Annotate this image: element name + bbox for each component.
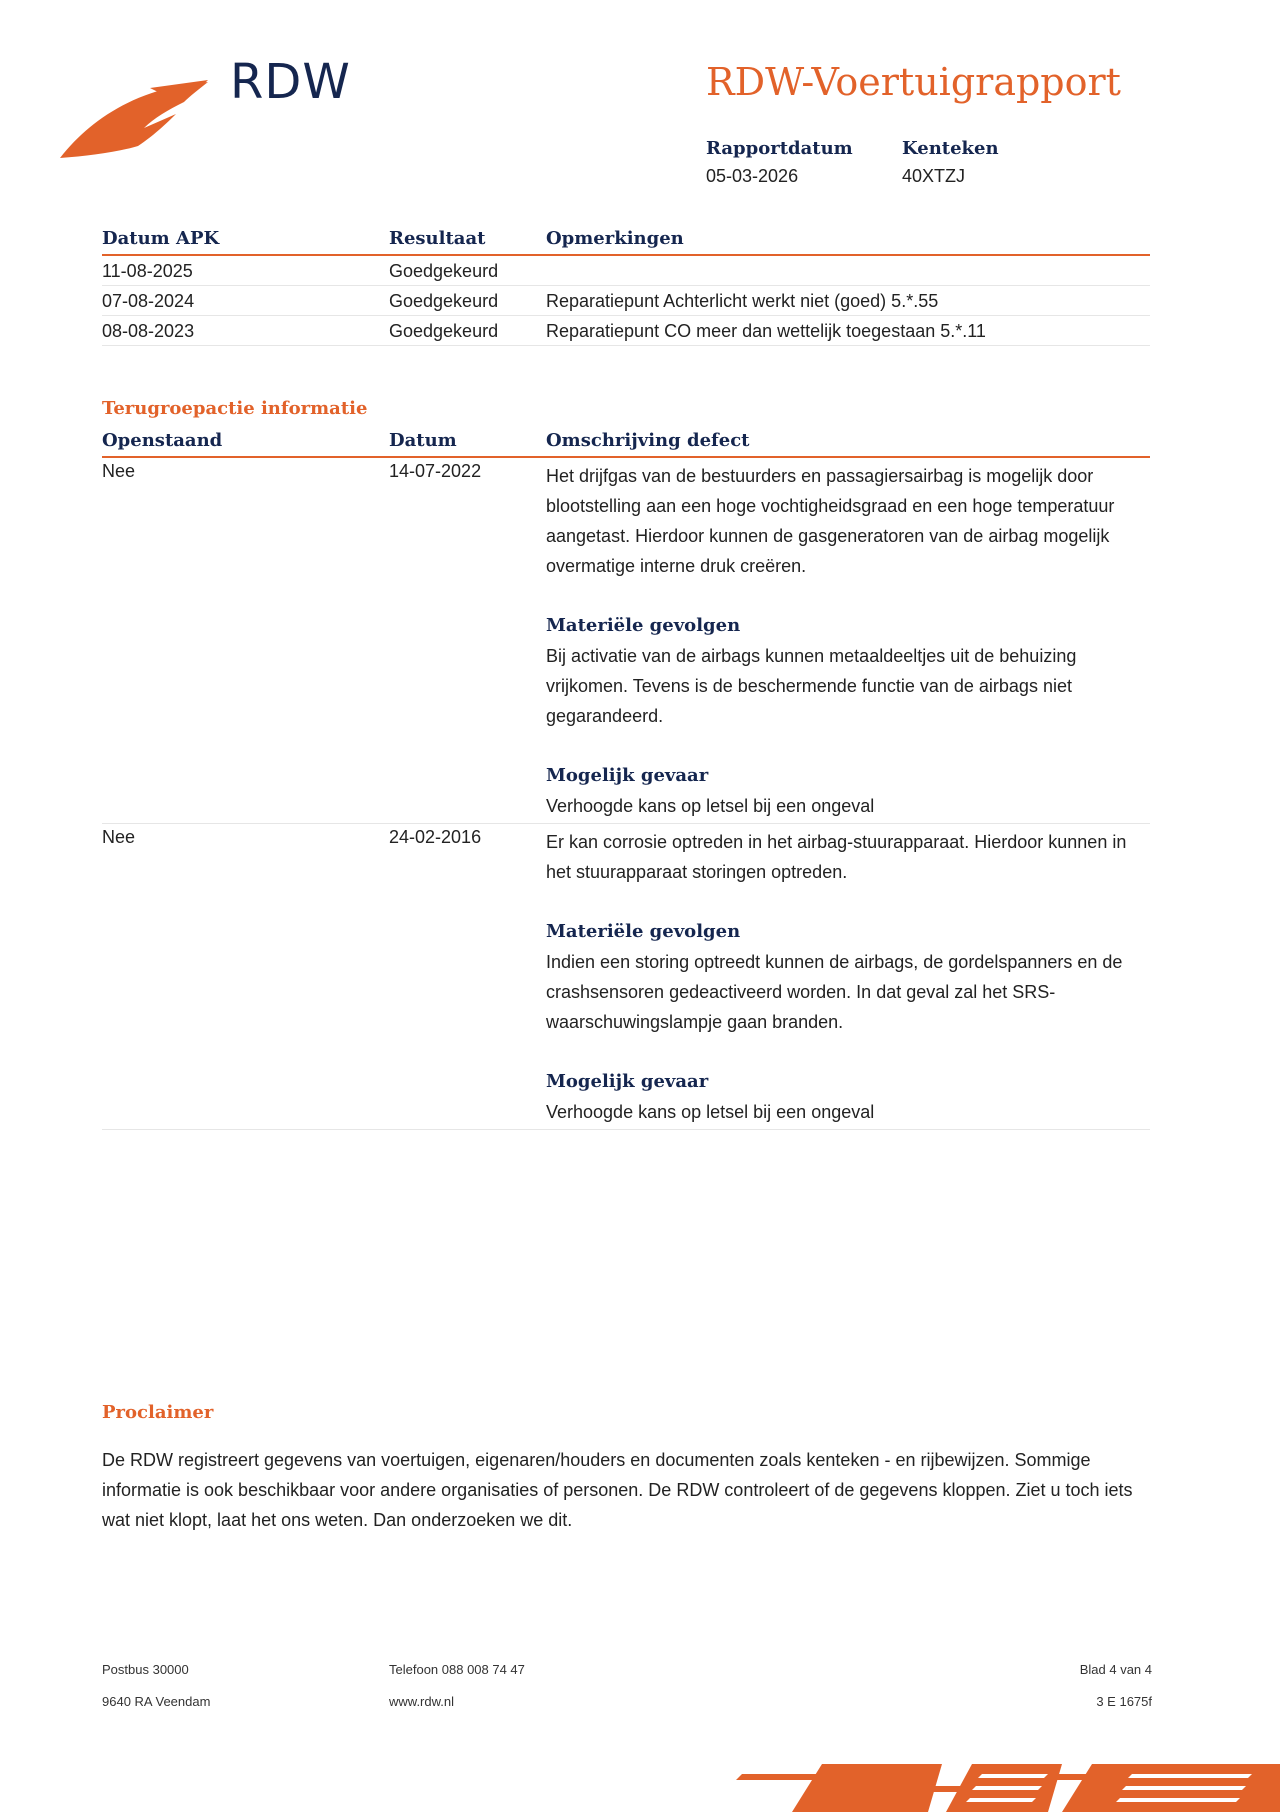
footer-telefoon: Telefoon 088 008 74 47 bbox=[389, 1662, 525, 1677]
apk-opmerking: Reparatiepunt Achterlicht werkt niet (goed) 5.*.55 bbox=[546, 291, 939, 311]
apk-datum: 11-08-2025 bbox=[102, 261, 193, 281]
recall-openstaand: Nee bbox=[102, 827, 136, 847]
material-consequences-label: Materiële gevolgen bbox=[546, 615, 741, 636]
table-row bbox=[102, 824, 1150, 1130]
recall-datum: 24-02-2016 bbox=[389, 827, 482, 847]
recall-header-openstaand: Openstaand bbox=[102, 430, 223, 451]
table-row bbox=[102, 316, 1150, 346]
footer-document-code: 3 E 1675f bbox=[1096, 1694, 1152, 1709]
recall-table bbox=[102, 424, 1150, 1130]
license-plate-value: 40XTZJ bbox=[902, 166, 966, 186]
defect-text: Er kan corrosie optreden in het airbag-stuurapparaat. Hierdoor kunnen in het stuurapparaat storingen optreden. bbox=[546, 832, 1127, 882]
report-title: RDW-Voertuigrapport bbox=[706, 60, 1121, 104]
footer-stripes-graphic bbox=[732, 1760, 1280, 1812]
apk-resultaat: Goedgekeurd bbox=[389, 321, 499, 341]
recall-description bbox=[546, 824, 1150, 1129]
recall-table-header bbox=[102, 424, 1150, 458]
table-row bbox=[102, 458, 1150, 824]
report-date-value: 05-03-2026 bbox=[706, 166, 799, 186]
footer-website: www.rdw.nl bbox=[389, 1694, 455, 1709]
license-plate-label: Kenteken bbox=[902, 138, 999, 159]
possible-danger-text: Verhoogde kans op letsel bij een ongeval bbox=[546, 796, 875, 816]
apk-datum: 08-08-2023 bbox=[102, 321, 195, 341]
table-row bbox=[102, 256, 1150, 286]
possible-danger-text: Verhoogde kans op letsel bij een ongeval bbox=[546, 1102, 875, 1122]
footer-plaats: 9640 RA Veendam bbox=[102, 1694, 211, 1709]
apk-opmerking: Reparatiepunt CO meer dan wettelijk toegestaan 5.*.11 bbox=[546, 321, 986, 341]
report-date-label: Rapportdatum bbox=[706, 138, 853, 159]
defect-text: Het drijfgas van de bestuurders en passagiersairbag is mogelijk door blootstelling aan een hoge vochtigheidsgraad en een hoge temperatuur aangetast. Hierdoor kunnen de gasgeneratoren van de airbag mogelijk overmatige interne druk creëren. bbox=[546, 466, 1115, 576]
possible-danger-label: Mogelijk gevaar bbox=[546, 1071, 709, 1092]
apk-table-header bbox=[102, 222, 1150, 256]
proclaimer-text: De RDW registreert gegevens van voertuigen, eigenaren/houders en documenten zoals kenteken - en rijbewijzen. Sommige informatie is ook beschikbaar voor andere organisaties of personen. De RDW controleert of de gegevens kloppen. Ziet u toch iets wat niet klopt, laat het ons weten. Dan onderzoeken we dit. bbox=[102, 1450, 1133, 1530]
apk-header-datum: Datum APK bbox=[102, 228, 220, 249]
footer-postbus: Postbus 30000 bbox=[102, 1662, 189, 1677]
material-consequences-text: Bij activatie van de airbags kunnen metaaldeeltjes uit de behuizing vrijkomen. Tevens is de beschermende functie van de airbags niet gegarandeerd. bbox=[546, 646, 1077, 726]
apk-resultaat: Goedgekeurd bbox=[389, 261, 499, 281]
recall-header-datum: Datum bbox=[389, 430, 457, 451]
apk-resultaat: Goedgekeurd bbox=[389, 291, 499, 311]
recall-datum: 14-07-2022 bbox=[389, 461, 482, 481]
recall-section-title: Terugroepactie informatie bbox=[102, 398, 368, 419]
material-consequences-text: Indien een storing optreedt kunnen de airbags, de gordelspanners en de crashsensoren gedeactiveerd worden. In dat geval zal het SRS-waarschuwingslampje gaan branden. bbox=[546, 952, 1123, 1032]
possible-danger-label: Mogelijk gevaar bbox=[546, 765, 709, 786]
footer-page-number: Blad 4 van 4 bbox=[1079, 1662, 1152, 1677]
apk-datum: 07-08-2024 bbox=[102, 291, 195, 311]
material-consequences-label: Materiële gevolgen bbox=[546, 921, 741, 942]
table-row bbox=[102, 286, 1150, 316]
apk-header-opmerkingen: Opmerkingen bbox=[546, 228, 684, 249]
logo-text: RDW bbox=[230, 54, 351, 110]
recall-openstaand: Nee bbox=[102, 461, 136, 481]
apk-header-resultaat: Resultaat bbox=[389, 228, 486, 249]
apk-table bbox=[102, 222, 1150, 346]
proclaimer-title: Proclaimer bbox=[102, 1402, 214, 1423]
recall-description bbox=[546, 458, 1150, 823]
recall-header-omschrijving: Omschrijving defect bbox=[546, 430, 750, 451]
